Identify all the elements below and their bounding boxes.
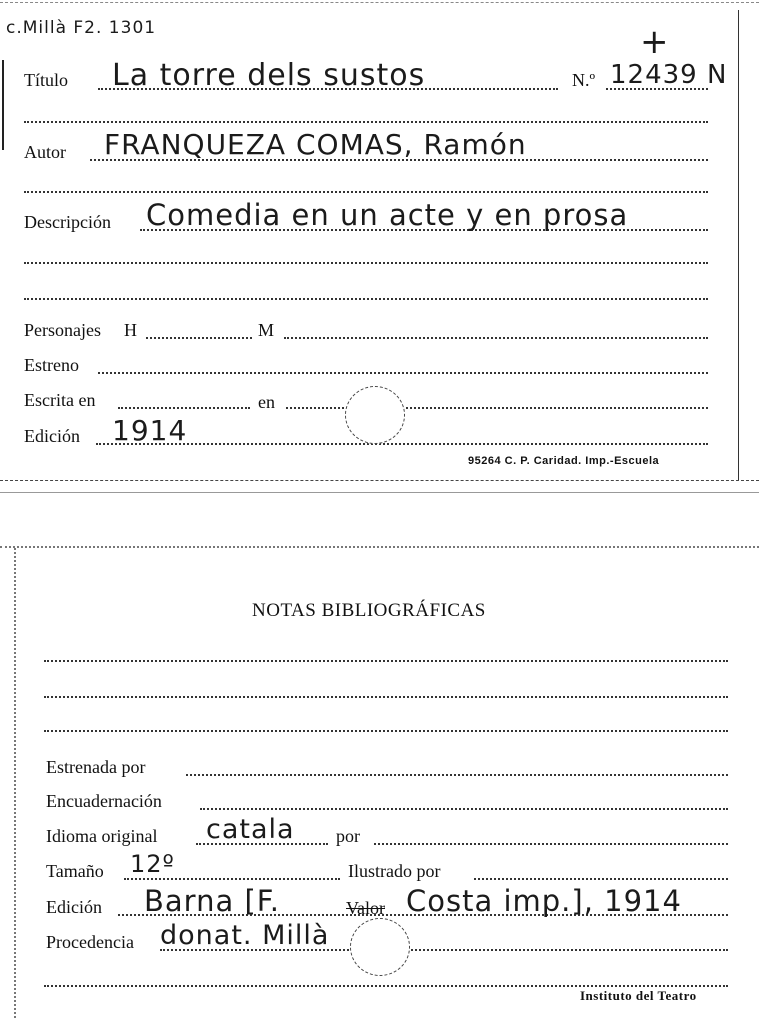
edicion-line [96, 443, 708, 445]
idioma-por-label: por [336, 826, 360, 846]
escrita-en-label: en [258, 392, 275, 412]
descripcion-label: Descripción [24, 212, 111, 232]
procedencia-extra-line [44, 985, 728, 987]
estrenada-line [186, 774, 728, 776]
descripcion-value: Comedia en un acte y en prosa [146, 198, 629, 232]
card-separator [0, 492, 759, 493]
personajes-m-label: M [258, 320, 275, 340]
card-left-mark [2, 60, 4, 150]
cross-mark: + [640, 22, 670, 62]
card-bottom-edge [0, 480, 759, 481]
edicion2-struck-word: Valor [346, 898, 385, 918]
personajes-m-line [284, 337, 708, 339]
edicion-label: Edición [24, 426, 80, 446]
edicion2-value-b: Costa imp.], 1914 [406, 884, 682, 918]
autor-value: FRANQUEZA COMAS, Ramón [104, 128, 527, 161]
titulo-extra-line [24, 121, 708, 123]
notas-line-1 [44, 660, 728, 662]
titulo-label: Título [24, 70, 68, 90]
personajes-h-label: H [124, 320, 137, 340]
tamano-label: Tamaño [46, 861, 104, 881]
estreno-label: Estreno [24, 355, 79, 375]
printer-footer: 95264 C. P. Caridad. Imp.-Escuela [468, 455, 660, 467]
titulo-value: La torre dels sustos [112, 58, 426, 93]
institution-footer: Instituto del Teatro [580, 988, 697, 1003]
card2-left-edge [14, 548, 16, 1018]
card-top-edge [0, 2, 759, 3]
descripcion-extra-line-1 [24, 262, 708, 264]
edicion-value: 1914 [112, 414, 188, 447]
tamano-value: 12º [130, 850, 175, 878]
idioma-value: catala [206, 814, 295, 845]
escrita-line-1 [118, 407, 250, 409]
procedencia-label: Procedencia [46, 932, 134, 952]
descripcion-extra-line-2 [24, 298, 708, 300]
idioma-label: Idioma original [46, 826, 158, 846]
autor-extra-line [24, 191, 708, 193]
procedencia-value: donat. Millà [160, 920, 330, 951]
notas-heading: NOTAS BIBLIOGRÁFICAS [252, 600, 486, 621]
notas-line-2 [44, 696, 728, 698]
personajes-label: Personajes [24, 320, 101, 340]
punch-hole [345, 386, 405, 444]
edicion2-label: Edición [46, 897, 102, 917]
edicion2-value-a: Barna [F. [144, 884, 281, 918]
ilustrado-label: Ilustrado por [348, 861, 441, 881]
autor-label: Autor [24, 142, 66, 162]
personajes-h-line [146, 337, 252, 339]
notas-line-3 [44, 730, 728, 732]
numero-label: N.º [572, 70, 596, 90]
idioma-por-line [374, 843, 728, 845]
tamano-line [124, 878, 340, 880]
corner-catalog-note: c.Millà F2. 1301 [6, 18, 157, 38]
encuadernacion-label: Encuadernación [46, 791, 162, 811]
escrita-label: Escrita en [24, 390, 96, 410]
card-right-edge [738, 10, 739, 480]
card2-top-edge [0, 546, 759, 548]
ilustrado-line [474, 878, 728, 880]
estreno-line [98, 372, 708, 374]
estrenada-label: Estrenada por [46, 757, 146, 777]
encuadernacion-line [200, 808, 728, 810]
numero-value: 12439 N [610, 60, 728, 90]
punch-hole-2 [350, 918, 410, 976]
